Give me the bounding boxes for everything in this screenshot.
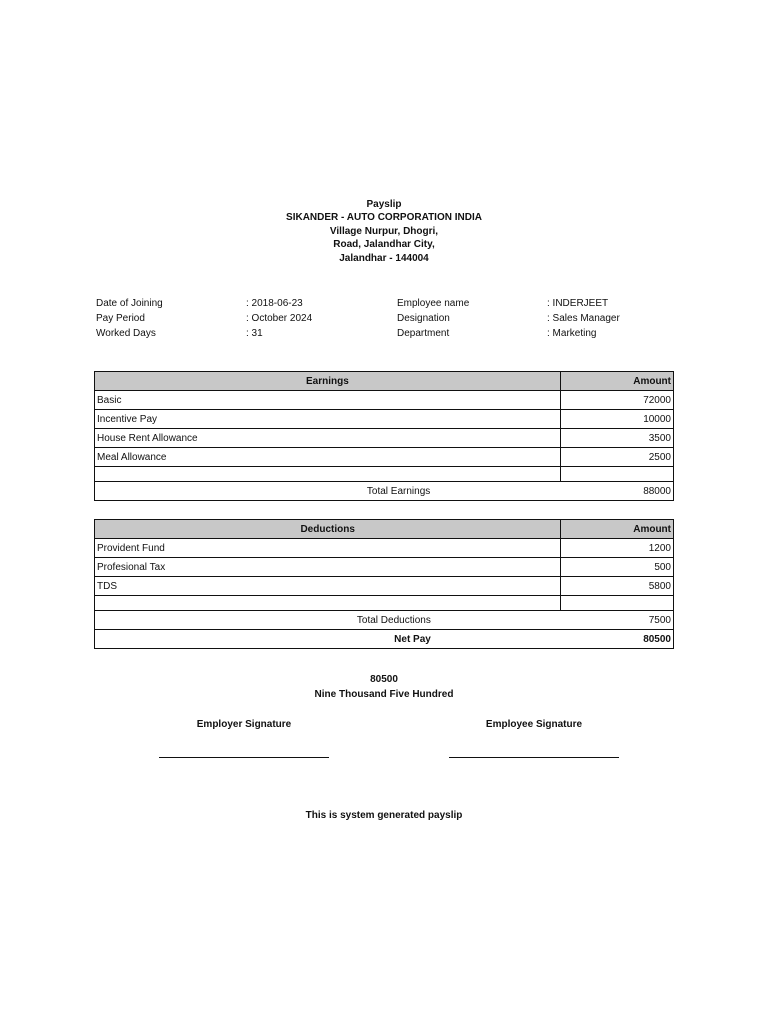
empty-cell: [95, 596, 561, 611]
table-row: [95, 410, 674, 429]
earning-amount: 2500: [560, 448, 673, 467]
date-of-joining-value: : 2018-06-23: [246, 298, 303, 309]
employee-name-value: : INDERJEET: [547, 298, 609, 309]
employer-signature-label: Employer Signature: [196, 719, 292, 730]
earning-label: Basic: [95, 391, 561, 410]
table-row: [95, 391, 674, 410]
deductions-header-label: Deductions: [95, 520, 561, 539]
empty-cell: [561, 596, 674, 611]
net-pay-label: Net Pay: [95, 630, 561, 649]
net-pay-row: [95, 630, 674, 649]
deduction-amount: 5800: [561, 577, 674, 596]
pay-period-value: : October 2024: [246, 313, 313, 324]
deduction-amount: 1200: [561, 539, 674, 558]
earning-amount: 72000: [560, 391, 673, 410]
address-line-1: Village Nurpur, Dhogri,: [329, 226, 439, 237]
department-label: Department: [397, 328, 450, 339]
worked-days-label: Worked Days: [96, 328, 156, 339]
earning-label: Meal Allowance: [95, 448, 561, 467]
designation-value: : Sales Manager: [547, 313, 620, 324]
employee-signature-line: [449, 757, 619, 758]
total-deductions-row: [95, 611, 674, 630]
company-name: SIKANDER - AUTO CORPORATION INDIA: [286, 212, 482, 223]
table-row: [95, 429, 674, 448]
deduction-label: Provident Fund: [95, 539, 561, 558]
deduction-label: TDS: [95, 577, 561, 596]
deduction-label: Profesional Tax: [95, 558, 561, 577]
net-pay-amount: 80500: [561, 630, 674, 649]
deductions-table: [94, 519, 674, 649]
worked-days-value: : 31: [246, 328, 263, 339]
address-line-3: Jalandhar - 144004: [339, 253, 429, 264]
earning-label: House Rent Allowance: [95, 429, 561, 448]
table-row: [95, 539, 674, 558]
address-line-2: Road, Jalandhar City,: [333, 239, 435, 250]
total-deductions-amount: 7500: [561, 611, 674, 630]
net-amount-words: Nine Thousand Five Hundred: [314, 689, 454, 700]
earnings-header-label: Earnings: [95, 372, 561, 391]
net-amount-figure: 80500: [370, 674, 398, 685]
earnings-header-row: [95, 372, 674, 391]
total-earnings-label: Total Earnings: [95, 482, 561, 501]
employee-name-label: Employee name: [397, 298, 470, 309]
designation-label: Designation: [397, 313, 450, 324]
deductions-header-row: [95, 520, 674, 539]
table-row: [95, 558, 674, 577]
employer-signature-line: [159, 757, 329, 758]
earning-label: Incentive Pay: [95, 410, 561, 429]
deduction-amount: 500: [561, 558, 674, 577]
empty-row: [95, 467, 674, 482]
date-of-joining-label: Date of Joining: [96, 298, 163, 309]
system-generated-note: This is system generated payslip: [305, 810, 463, 821]
table-row: [95, 448, 674, 467]
total-earnings-row: [95, 482, 674, 501]
earnings-header-amount: Amount: [560, 372, 673, 391]
earning-amount: 3500: [560, 429, 673, 448]
employee-signature-label: Employee Signature: [485, 719, 583, 730]
department-value: : Marketing: [547, 328, 597, 339]
payslip-title: Payslip: [366, 199, 402, 210]
total-deductions-label: Total Deductions: [95, 611, 561, 630]
earning-amount: 10000: [560, 410, 673, 429]
pay-period-label: Pay Period: [96, 313, 145, 324]
empty-cell: [95, 467, 561, 482]
deductions-header-amount: Amount: [561, 520, 674, 539]
earnings-table: [94, 371, 674, 501]
total-earnings-amount: 88000: [560, 482, 673, 501]
empty-row: [95, 596, 674, 611]
empty-cell: [560, 467, 673, 482]
table-row: [95, 577, 674, 596]
